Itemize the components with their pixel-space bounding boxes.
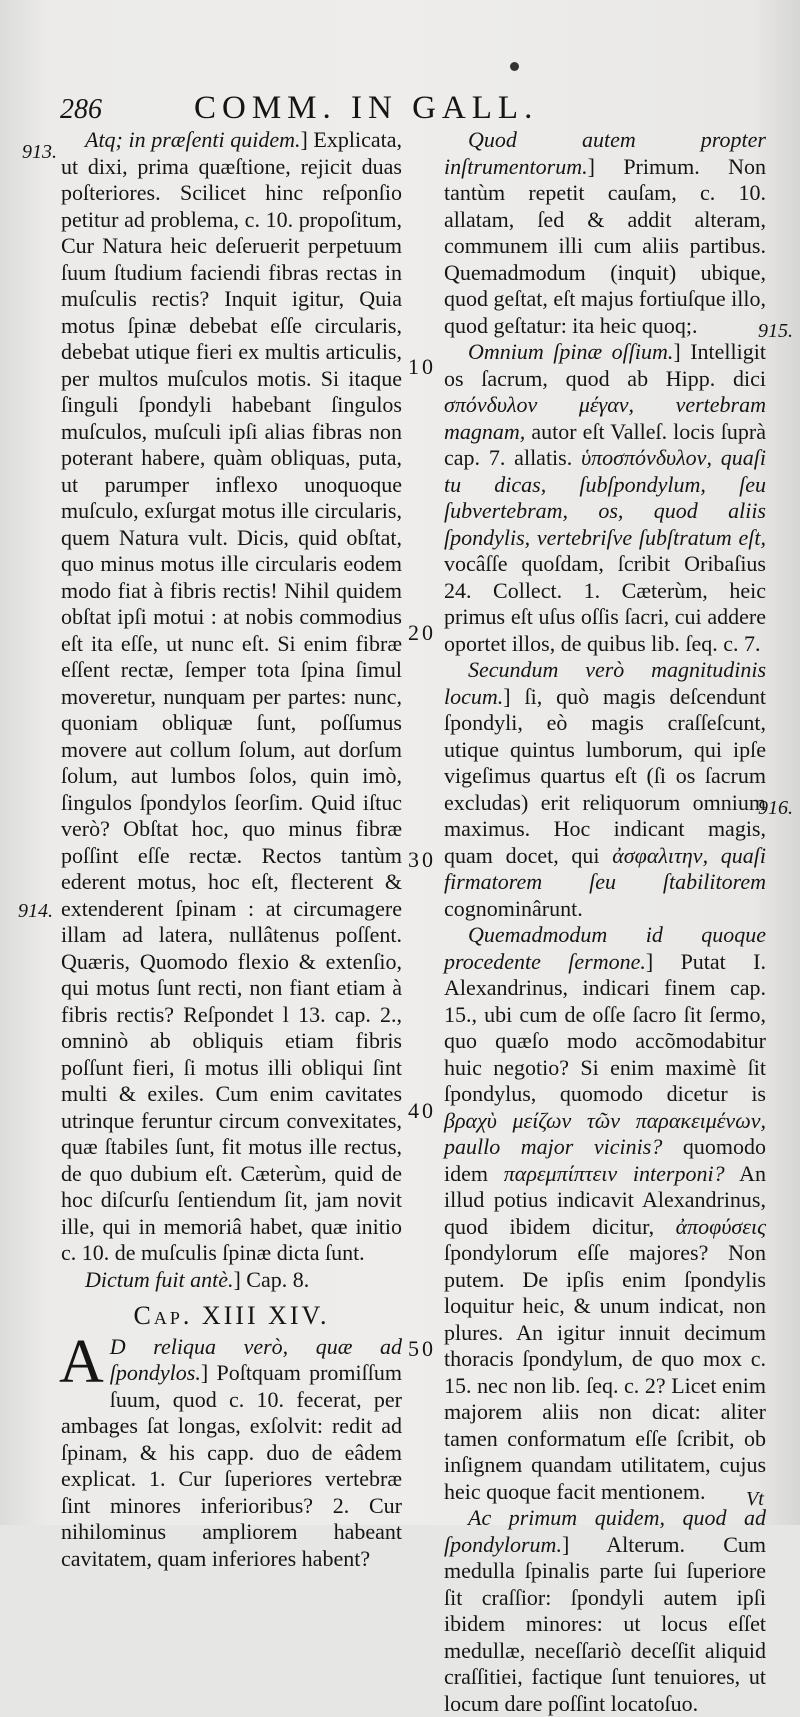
running-head: COMM. IN GALL.	[194, 90, 539, 126]
paragraph-text: ] Explicata, ut dixi, prima quæſtione, rejicit duas poſteriores. Scilicet hinc reſponſio petitur ad problema, c. 10. propoſitum, Cur Natura heic deſeruerit perpetuum ſuum ſtudium faciendi fibras rectas in muſculis rectis? Inquit igitur, Quia motus ſpinæ debebat eſſe circularis, debebat utique fieri ex multis articulis, per multos muſculos motis. Si itaque ſinguli ſpondyli habebant ſingulos muſculos, muſculi ipſi alias fibras non poterant habere, quàm obliquas, puta, ut parumper inflexo unoquoque muſculo, exſurgat motus ille circularis, quem Natura vult. Dicis, quid obſtat, quo minus motus ille circularis eodem modo fiat à fibris rectis! Nihil quidem obſtat ipſi motui : at nobis commodius eſt ita eſſe, ut nunc eſt. Si enim fibræ eſſent rectæ, ſemper tota ſpina ſimul moveretur, nunquam per partes: nunc, quoniam obliquæ ſunt, poſſumus movere aut collum ſolum, aut dorſum ſolum, aut lumbos ſolos, quin imò, ſingulos ſpondylos ſeorſim. Quid iſtuc verò? Obſtat hoc, quo minus fibræ poſſint eſſe rectæ. Rectos tantùm ederent motus, hoc eſt, flecterent & extenderent ſpinam : at circumagere illam ad latera, nullâtenus poſſent. Quæris, Quomodo flexio & extenſio, qui motus ſunt recti, non fiant etiam à fibris rectis? Reſpondet l 13. cap. 2., omninò ab obliquis etiam fibris poſſunt fieri, ſi motus illi obliqui ſint multi & exiles. Cum enim cavitates utrinque feruntur circum convexitates, quæ ſtabiles ſunt, fit motus ille rectus, de quo dubium eſt. Cæterùm, quid de hoc diſcurſu ſentiendum ſit, jam novit ille, qui in memoriâ habet, quæ initio c. 10. de muſculis ſpinæ dicta ſunt.	[61, 127, 402, 1265]
italic-gloss: , vertebram magnam,	[444, 392, 766, 444]
commentary-paragraph	[444, 657, 766, 922]
paragraph-text: ] Putat I. Alexandrinus, indicari finem cap. 15., ubi cum de oſſe ſacro ſit ſermo, quo quæſo modo accõmodabitur huic negotio? Si enim maximè ſit ſpondylus, quomodo dicetur is	[444, 948, 766, 1106]
line-number-10: 10	[408, 354, 436, 379]
paragraph-text: ] ſi, quò magis deſcendunt ſpondyli, eò magis craſſeſcunt, utique quintus lumborum, qui ipſe vigeſimus quartus eſt (ſi os ſacrum excludas) erit reliquorum omnium maximus. Hoc indicant magis, quam docet, qui	[444, 683, 766, 868]
paragraph-text: quomodo idem	[444, 1134, 766, 1186]
lemma: Secundum verò magnitudinis locum.	[444, 657, 766, 709]
paragraph-text: ] Cap. 8.	[233, 1266, 310, 1292]
greek-term: σπόνδυλον μέγαν	[444, 392, 629, 417]
italic-gloss: , quaſi tu dicas, ſubſpondylum, ſeu ſubvertebram, os, quod aliis ſpondylis, vertebriſve ſubſtratum eſt,	[444, 445, 766, 550]
commentary-paragraph	[61, 127, 402, 1267]
greek-term: βραχὺ μείζων τῶν παρακειμένων	[444, 1107, 761, 1133]
lemma: Ac primum quidem, quod ad ſpondylorum.	[444, 1505, 766, 1557]
greek-term: ἀσφαλιτην	[612, 842, 703, 868]
page-number: 286	[60, 94, 102, 125]
lemma: D reliqua verò, quæ ad ſpondylos.	[109, 1333, 402, 1385]
line-number-20: 20	[408, 620, 436, 645]
margin-note-913: 913.	[22, 141, 57, 163]
lemma: Quod autem propter inſtrumentorum.	[444, 127, 766, 179]
lemma: Dictum fuit antè.	[85, 1266, 234, 1292]
lemma: Atq; in præſenti quidem.	[85, 127, 301, 152]
right-column	[444, 127, 766, 1717]
left-column	[61, 127, 402, 1572]
catchword: Vt	[746, 1488, 764, 1510]
italic-gloss: , paullo major vicinis?	[444, 1107, 766, 1159]
paragraph-text: ] Poſtquam promiſſum ſuum, quod c. 10. fecerat, per ambages ſat longas, exſolvit: redit ad ſpinam, & his capp. duo de eâdem explicat. 1. Cur ſuperiores vertebræ ſint minores inferioribus? 2. Cur nihilominus ampliorem habeant cavitatem, quam inferiores habent?	[61, 1360, 402, 1571]
line-number-30: 30	[408, 847, 436, 872]
paragraph-text: ] Primum. Non tantùm repetit cauſam, c. 10. allatam, ſed & addit alteram, communem illi cum aliis partibus. Quemadmodum (inquit) ubique, quod geſtat, eſt majus fortiuſque illo, quod geſtatur: ita heic quoq;.	[444, 153, 766, 338]
commentary-paragraph	[444, 922, 766, 1505]
line-number-40: 40	[408, 1098, 436, 1123]
paragraph-text: ſpondylorum eſſe majores? Non putem. De ipſis enim ſpondylis loquitur heic, & unum indicat, non plures. An igitur innuit decimum thoracis ſpondylum, de quo mox c. 15. nec non lib. ſeq. c. 2? Licet enim majorem aliis non dicat: aliter tamen conformatum eſſe ſcribit, ob inſignem quandam utilitatem, cujus heic quoque facit mentionem.	[444, 1240, 766, 1504]
paragraph-text: autor eſt Valleſ. locis ſuprà cap. 7. allatis.	[444, 418, 766, 470]
greek-term: παρεμπίπτειν	[503, 1160, 618, 1186]
paragraph-text: ] Intelligit os ſacrum, quod ab Hipp. dici	[444, 339, 766, 391]
italic-gloss: interponi?	[617, 1160, 725, 1186]
commentary-paragraph	[59, 1327, 402, 1573]
paragraph-text: An illud potius indicavit Alexandrinus, quod ibidem dicitur,	[444, 1160, 766, 1239]
commentary-paragraph	[444, 127, 766, 339]
margin-note-914: 914.	[18, 900, 53, 922]
commentary-paragraph	[61, 1267, 402, 1294]
paragraph-text: cognominârunt.	[444, 895, 583, 921]
paragraph-text: ] Alterum. Cum medulla ſpinalis parte ſui ſuperiore ſit craſſior: ſpondyli autem ipſi ibidem minores: ut locus eſſet medullæ, neceſſariò deceſſit aliquid craſſitiei, factique ſunt tenuiores, ut locum dare poſſint locatoſuo.	[444, 1531, 766, 1716]
lemma: Quemadmodum id quoque procedente ſermone.	[444, 922, 766, 974]
margin-note-915: 915.	[758, 320, 793, 342]
margin-note-916: 916.	[758, 797, 793, 819]
page-header	[60, 88, 660, 132]
paragraph-text: vocâſſe quoſdam, ſcribit Oribaſius 24. Collect. 1. Cæterùm, heic primus eſt uſus oſſis ſacri, cui addere oportet illos, de quibus lib. ſeq. c. 7.	[444, 551, 766, 656]
drop-capital: A	[59, 1327, 104, 1396]
commentary-paragraph	[444, 1505, 766, 1717]
greek-term: ἀποφύσεις	[675, 1213, 766, 1239]
line-number-50: 50	[408, 1336, 436, 1361]
ink-spot	[510, 62, 519, 71]
italic-gloss: , quaſi firmatorem ſeu ſtabilitorem	[444, 842, 766, 894]
commentary-paragraph	[444, 339, 766, 657]
lemma: Omnium ſpinæ oſſium.	[468, 339, 674, 364]
chapter-heading: Cap. XIII XIV.	[133, 1301, 330, 1330]
greek-term: ὑποσπόνδυλον	[581, 445, 707, 470]
